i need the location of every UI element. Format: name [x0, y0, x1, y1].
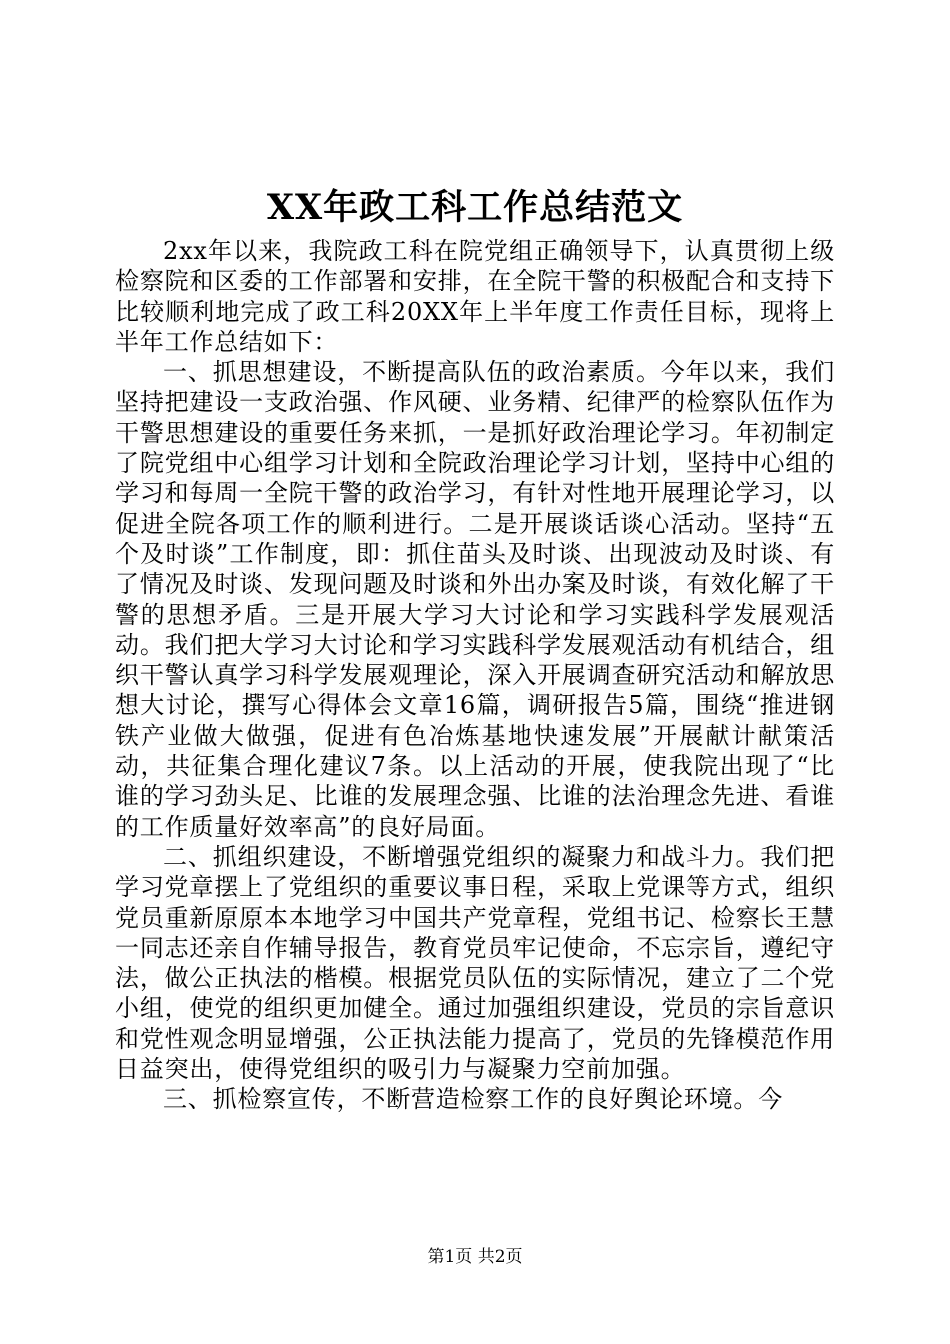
document-title: XX年政工科工作总结范文: [266, 187, 684, 228]
paragraph-ideology: 一、抓思想建设，不断提高队伍的政治素质。今年以来，我们坚持把建设一支政治强、作风硬、业务精、纪律严的检察队伍作为干警思想建设的重要任务来抓，一是抓好政治理论学习。年初制定了院党组中心组学习计划和全院政治理论学习计划，坚持中心组的学习和每周一全院干警的政治学习，有针对性地开展理论学习，以促进全院各项工作的顺利进行。二是开展谈话谈心活动。坚持“五个及时谈”工作制度，即：抓住苗头及时谈、出现波动及时谈、有了情况及时谈、发现问题及时谈和外出办案及时谈，有效化解了干警的思想矛盾。三是开展大学习大讨论和学习实践科学发展观活动。我们把大学习大讨论和学习实践科学发展观活动有机结合，组织干警认真学习科学发展观理论，深入开展调查研究活动和解放思想大讨论，撰写心得体会文章16篇，调研报告5篇，围绕“推进钢铁产业做大做强，促进有色冶炼基地快速发展”开展献计献策活动，共征集合理化建议7条。以上活动的开展，使我院出现了“比谁的学习劲头足、比谁的发展理念强、比谁的法治理念先进、看谁的工作质量好效率高”的良好局面。: [115, 358, 835, 841]
document-body: [115, 236, 835, 1115]
page-footer: 第1页 共2页: [427, 1247, 523, 1267]
paragraph-intro: 2xx年以来，我院政工科在院党组正确领导下，认真贯彻上级检察院和区委的工作部署和安排，在全院干警的积极配合和支持下比较顺利地完成了政工科20XX年上半年度工作责任目标，现将上半年工作总结如下：: [115, 237, 835, 356]
paragraph-organization: 二、抓组织建设，不断增强党组织的凝聚力和战斗力。我们把学习党章摆上了党组织的重要议事日程，采取上党课等方式，组织党员重新原原本本地学习中国共产党章程，党组书记、检察长王慧一同志还亲自作辅导报告，教育党员牢记使命，不忘宗旨，遵纪守法，做公正执法的楷模。根据党员队伍的实际情况，建立了二个党小组，使党的组织更加健全。通过加强组织建设，党员的宗旨意识和党性观念明显增强，公正执法能力提高了，党员的先锋模范作用日益突出，使得党组织的吸引力与凝聚力空前加强。: [115, 842, 835, 1084]
paragraph-publicity: 三、抓检察宣传，不断营造检察工作的良好舆论环境。今: [163, 1085, 783, 1114]
